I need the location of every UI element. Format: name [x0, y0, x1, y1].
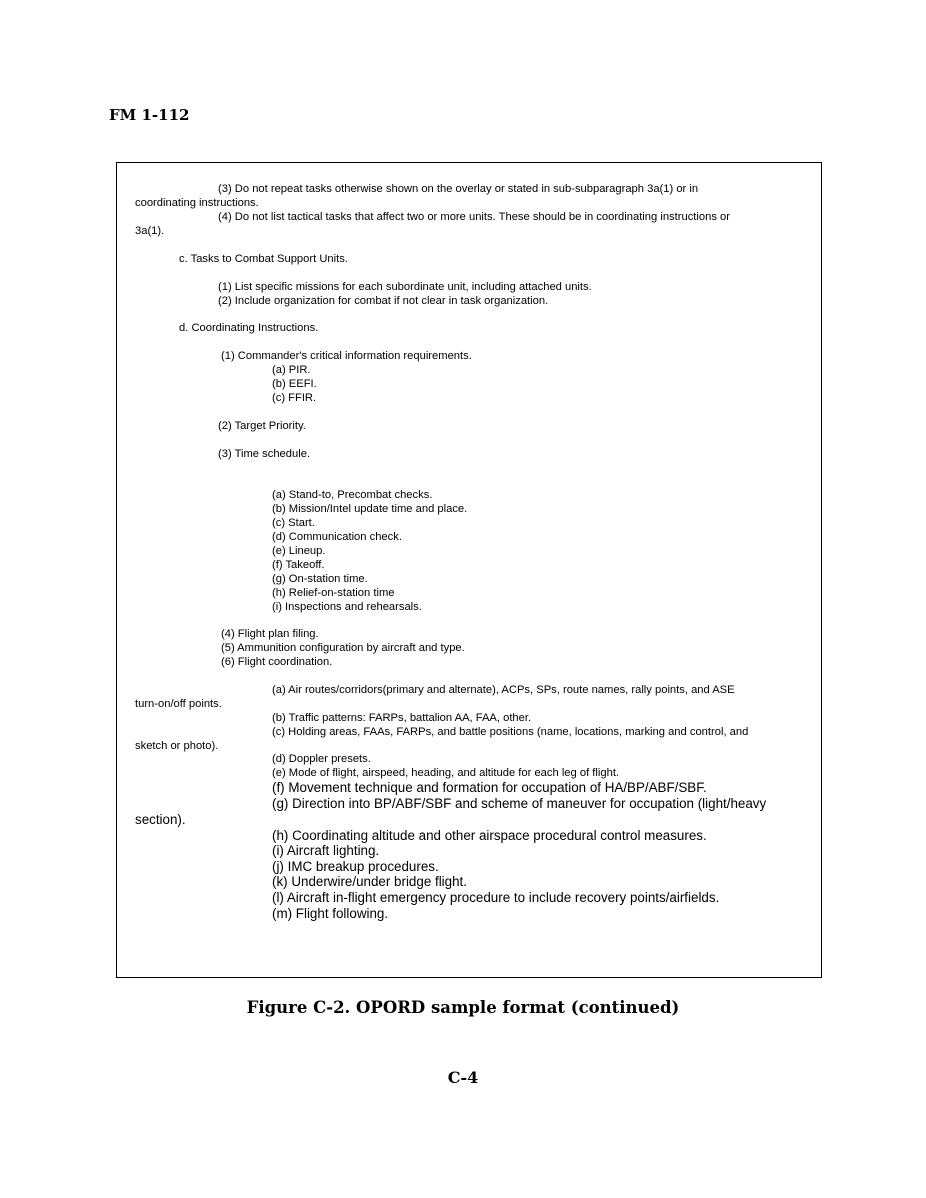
time-schedule-item-d: (d) Communication check. [272, 531, 402, 543]
flight-coord-item-m: (m) Flight following. [272, 906, 389, 921]
flight-coord-item-j: (j) IMC breakup procedures. [272, 859, 439, 874]
flight-coord-item-k: (k) Underwire/under bridge flight. [272, 874, 467, 889]
para-3-line-1: (3) Do not repeat tasks otherwise shown on the overlay or stated in sub-subparagraph 3a(1) or in [218, 183, 699, 195]
flight-coord-item-g-line-1: (g) Direction into BP/ABF/SBF and scheme of maneuver for occupation (light/heavy [272, 796, 767, 811]
para-4-line-1: (4) Do not list tactical tasks that affect two or more units. These should be in coordinating instructions or [218, 211, 730, 223]
flight-coord-item-g-line-2: section). [135, 812, 186, 827]
flight-coord-item-f: (f) Movement technique and formation for occupation of HA/BP/ABF/SBF. [272, 780, 707, 795]
flight-coord-item-i: (i) Aircraft lighting. [272, 843, 380, 858]
flight-coord-item-d: (d) Doppler presets. [272, 753, 371, 765]
time-schedule-item-e: (e) Lineup. [272, 545, 326, 557]
flight-coord-item-e: (e) Mode of flight, airspeed, heading, and altitude for each leg of flight. [272, 767, 620, 779]
flight-coord-item-h: (h) Coordinating altitude and other airspace procedural control measures. [272, 828, 707, 843]
section-c-item-1: (1) List specific missions for each subordinate unit, including attached units. [218, 281, 592, 293]
section-d-heading: d. Coordinating Instructions. [179, 322, 319, 334]
flight-coord-item-c-line-1: (c) Holding areas, FAAs, FARPs, and battle positions (name, locations, marking and control, and [272, 726, 749, 738]
section-d-item-4: (4) Flight plan filing. [221, 628, 319, 640]
section-d-item-3: (3) Time schedule. [218, 448, 311, 460]
time-schedule-item-g: (g) On-station time. [272, 573, 368, 585]
section-d-item-2: (2) Target Priority. [218, 420, 306, 432]
section-c-heading: c. Tasks to Combat Support Units. [179, 253, 348, 265]
time-schedule-item-c: (c) Start. [272, 517, 315, 529]
section-d-item-1: (1) Commander's critical information requirements. [221, 350, 472, 362]
flight-coord-item-a-line-2: turn-on/off points. [135, 698, 222, 710]
time-schedule-item-a: (a) Stand-to, Precombat checks. [272, 489, 433, 501]
section-d-item-6: (6) Flight coordination. [221, 656, 333, 668]
time-schedule-item-h: (h) Relief-on-station time [272, 587, 395, 599]
section-c-item-2: (2) Include organization for combat if not clear in task organization. [218, 295, 549, 307]
page-number: C-4 [447, 1068, 479, 1087]
flight-coord-item-l: (l) Aircraft in-flight emergency procedure to include recovery points/airfields. [272, 890, 720, 905]
flight-coord-item-c-line-2: sketch or photo). [135, 740, 219, 752]
para-3-line-2: coordinating instructions. [135, 197, 259, 209]
flight-coord-item-a-line-1: (a) Air routes/corridors(primary and alternate), ACPs, SPs, route names, rally points, and ASE [272, 684, 735, 696]
time-schedule-item-f: (f) Takeoff. [272, 559, 325, 571]
document-id-header: FM 1-112 [109, 106, 190, 124]
time-schedule-item-i: (i) Inspections and rehearsals. [272, 601, 422, 613]
para-4-line-2: 3a(1). [135, 225, 165, 237]
section-d-item-1b: (b) EEFI. [272, 378, 317, 390]
section-d-item-1c: (c) FFIR. [272, 392, 317, 404]
section-d-item-1a: (a) PIR. [272, 364, 311, 376]
time-schedule-item-b: (b) Mission/Intel update time and place. [272, 503, 468, 515]
flight-coord-item-b: (b) Traffic patterns: FARPs, battalion AA, FAA, other. [272, 712, 532, 724]
figure-caption: Figure C-2. OPORD sample format (continued) [246, 998, 680, 1017]
section-d-item-5: (5) Ammunition configuration by aircraft and type. [221, 642, 465, 654]
